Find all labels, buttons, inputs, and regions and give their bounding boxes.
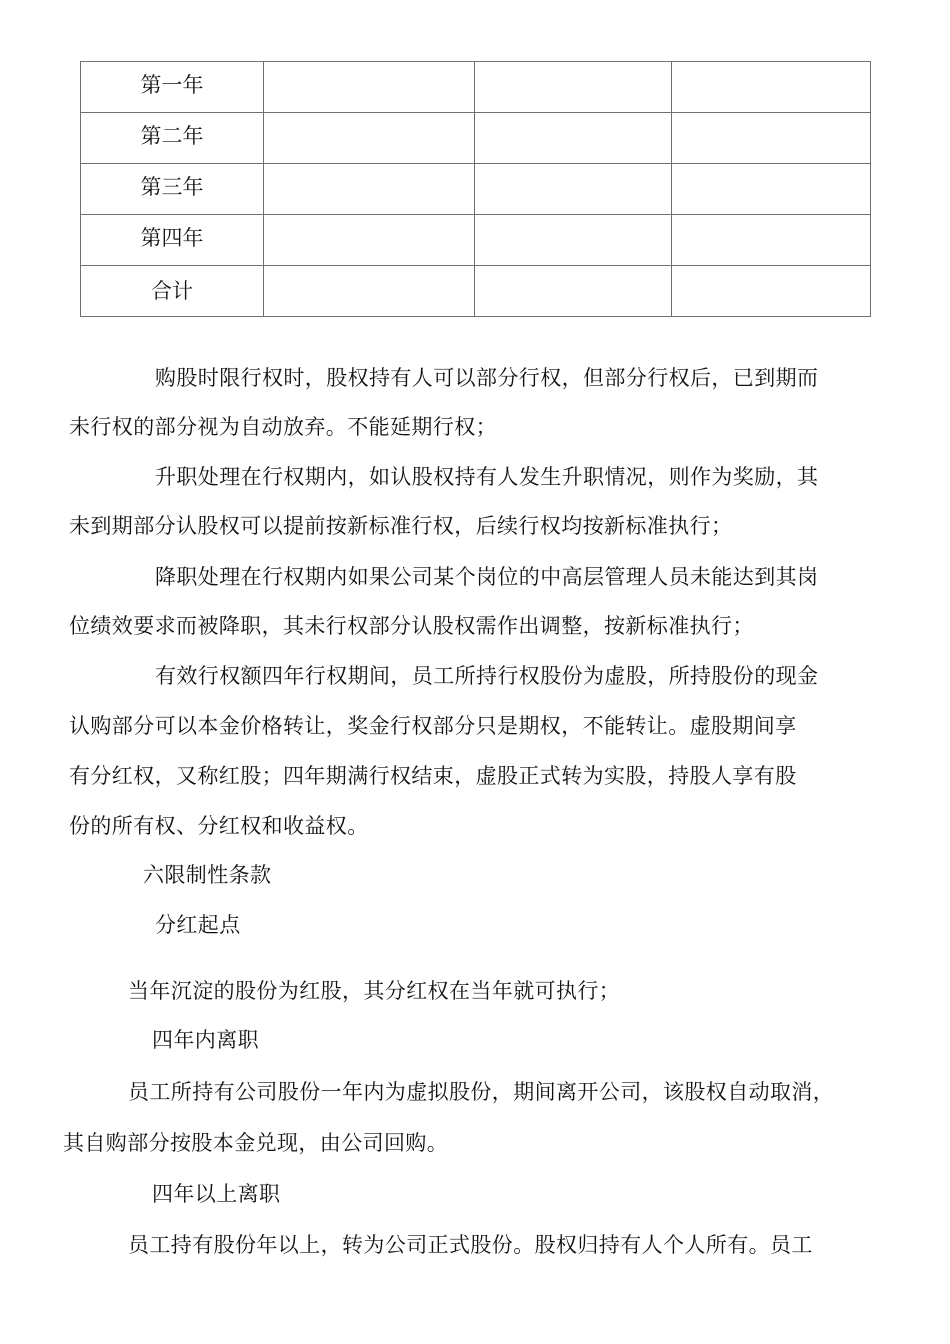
paragraph-promotion-line-2: 未到期部分认股权可以提前按新标准行权，后续行权均按新标准执行；	[69, 514, 733, 538]
paragraph-dividend: 当年沉淀的股份为红股，其分红权在当年就可执行；	[128, 979, 621, 1003]
paragraph-leave-after-line-1: 员工持有股份年以上，转为公司正式股份。股权归持有人个人所有。员工	[128, 1233, 813, 1257]
subheading-dividend-start: 分红起点	[155, 913, 241, 937]
row-label-year-2: 第二年	[81, 113, 264, 164]
paragraph-promotion-line-1: 升职处理在行权期内，如认股权持有人发生升职情况，则作为奖励，其	[155, 465, 819, 489]
table-row	[81, 164, 871, 215]
table-cell	[475, 164, 672, 215]
paragraph-valid-line-1: 有效行权额四年行权期间，员工所持行权股份为虚股，所持股份的现金	[155, 664, 819, 688]
table-row	[81, 266, 871, 317]
table-cell	[672, 266, 871, 317]
table-cell	[475, 266, 672, 317]
paragraph-leave-within-line-2: 其自购部分按股本金兑现，由公司回购。	[63, 1131, 449, 1155]
table-cell	[672, 62, 871, 113]
row-label-year-1: 第一年	[81, 62, 264, 113]
paragraph-demotion-line-2: 位绩效要求而被降职，其未行权部分认股权需作出调整，按新标准执行；	[69, 614, 754, 638]
table-cell	[264, 62, 475, 113]
paragraph-valid-line-3: 有分红权，又称红股；四年期满行权结束，虚股正式转为实股，持股人享有股	[69, 764, 797, 788]
paragraph-valid-line-2: 认购部分可以本金价格转让，奖金行权部分只是期权，不能转让。虚股期间享	[69, 714, 797, 738]
paragraph-purchase-line-1: 购股时限行权时，股权持有人可以部分行权，但部分行权后，已到期而	[155, 366, 819, 390]
table-row	[81, 113, 871, 164]
table-cell	[264, 266, 475, 317]
subheading-leave-within-four-years: 四年内离职	[152, 1028, 259, 1052]
row-label-year-4: 第四年	[81, 215, 264, 266]
table-row	[81, 215, 871, 266]
table-cell	[672, 113, 871, 164]
table-cell	[672, 164, 871, 215]
row-label-year-3: 第三年	[81, 164, 264, 215]
paragraph-purchase-line-2: 未行权的部分视为自动放弃。不能延期行权；	[69, 415, 497, 439]
paragraph-demotion-line-1: 降职处理在行权期内如果公司某个岗位的中高层管理人员未能达到其岗	[155, 565, 819, 589]
section-heading-restrictions: 六限制性条款	[143, 863, 272, 887]
subheading-leave-after-four-years: 四年以上离职	[152, 1182, 281, 1206]
table-cell	[475, 215, 672, 266]
table-cell	[672, 215, 871, 266]
table-cell	[475, 62, 672, 113]
paragraph-leave-within-line-1: 员工所持有公司股份一年内为虚拟股份，期间离开公司，该股权自动取消，	[128, 1080, 835, 1104]
row-label-total: 合计	[81, 266, 264, 317]
table-cell	[264, 113, 475, 164]
table-cell	[264, 215, 475, 266]
table-row	[81, 62, 871, 113]
table-cell	[264, 164, 475, 215]
paragraph-valid-line-4: 份的所有权、分红权和收益权。	[69, 814, 369, 838]
table-cell	[475, 113, 672, 164]
allocation-table	[80, 61, 871, 317]
